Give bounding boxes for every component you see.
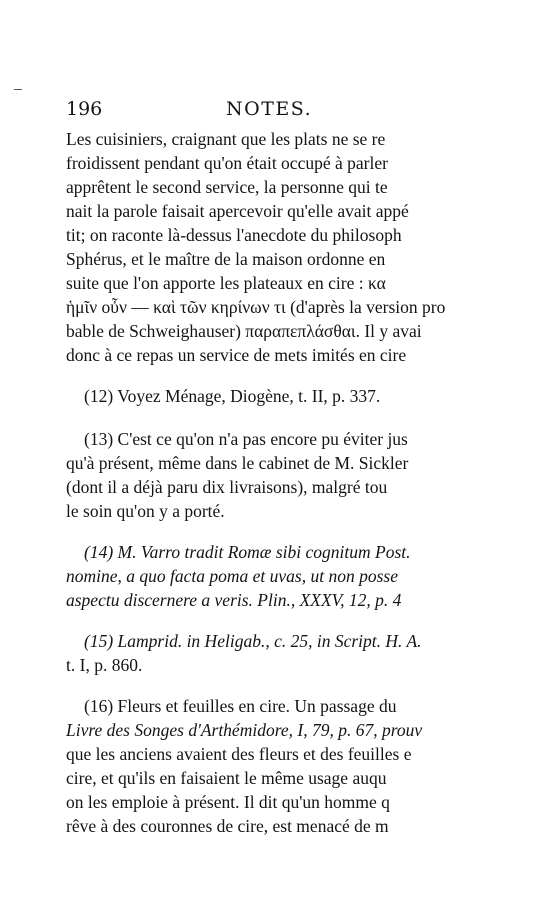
text-line: donc à ce repas un service de mets imités en cire bbox=[66, 345, 407, 365]
text-line: Les cuisiniers, craignant que les plats ne se re bbox=[66, 129, 386, 149]
note-16-line: cire, et qu'ils en faisaient le même usage auqu bbox=[66, 768, 387, 788]
running-header bbox=[66, 98, 526, 124]
page-number: 196 bbox=[66, 98, 103, 120]
note-15-line: t. I, p. 860. bbox=[66, 655, 143, 675]
note-16-line: (16) Fleurs et feuilles en cire. Un passage du bbox=[84, 696, 397, 716]
note-14-line: (14) M. Varro tradit Romæ sibi cognitum Post. bbox=[84, 542, 411, 562]
note-16-line: rêve à des couronnes de cire, est menacé de m bbox=[66, 816, 389, 836]
page-title: NOTES. bbox=[226, 98, 313, 120]
text-line: bable de Schweighauser) παραπεπλάσθαι. Il y avai bbox=[66, 321, 422, 341]
note-15-line: (15) Lamprid. in Heligab., c. 25, in Script. H. A. bbox=[84, 631, 422, 651]
note-16-line: on les emploie à présent. Il dit qu'un homme q bbox=[66, 792, 390, 812]
note-16-line: que les anciens avaient des fleurs et des feuilles e bbox=[66, 744, 412, 764]
text-line: nait la parole faisait apercevoir qu'elle avait appé bbox=[66, 201, 409, 221]
note-13-line: (13) C'est ce qu'on n'a pas encore pu éviter jus bbox=[84, 429, 408, 449]
note-13-line: qu'à présent, même dans le cabinet de M. Sickler bbox=[66, 453, 409, 473]
note-12-line: (12) Voyez Ménage, Diogène, t. II, p. 337. bbox=[84, 386, 381, 406]
text-line: suite que l'on apporte les plateaux en cire : κα bbox=[66, 273, 386, 293]
note-14-line: nomine, a quo facta poma et uvas, ut non posse bbox=[66, 566, 398, 586]
text-line: tit; on raconte là-dessus l'anecdote du philosoph bbox=[66, 225, 402, 245]
text-line: Sphérus, et le maître de la maison ordonne en bbox=[66, 249, 386, 269]
text-line: apprêtent le second service, la personne qui te bbox=[66, 177, 388, 197]
text-line: froidissent pendant qu'on était occupé à parler bbox=[66, 153, 388, 173]
margin-mark bbox=[14, 89, 22, 90]
note-13-line: le soin qu'on y a porté. bbox=[66, 501, 225, 521]
note-14-line: aspectu discernere a veris. Plin., XXXV, 12, p. 4 bbox=[66, 590, 402, 610]
note-16-line: Livre des Songes d'Arthémidore, I, 79, p. 67, prouv bbox=[66, 720, 423, 740]
note-13-line: (dont il a déjà paru dix livraisons), malgré tou bbox=[66, 477, 388, 497]
text-line: ἡμῖν οὖν — καὶ τῶν κηρίνων τι (d'après la version pro bbox=[66, 297, 446, 317]
